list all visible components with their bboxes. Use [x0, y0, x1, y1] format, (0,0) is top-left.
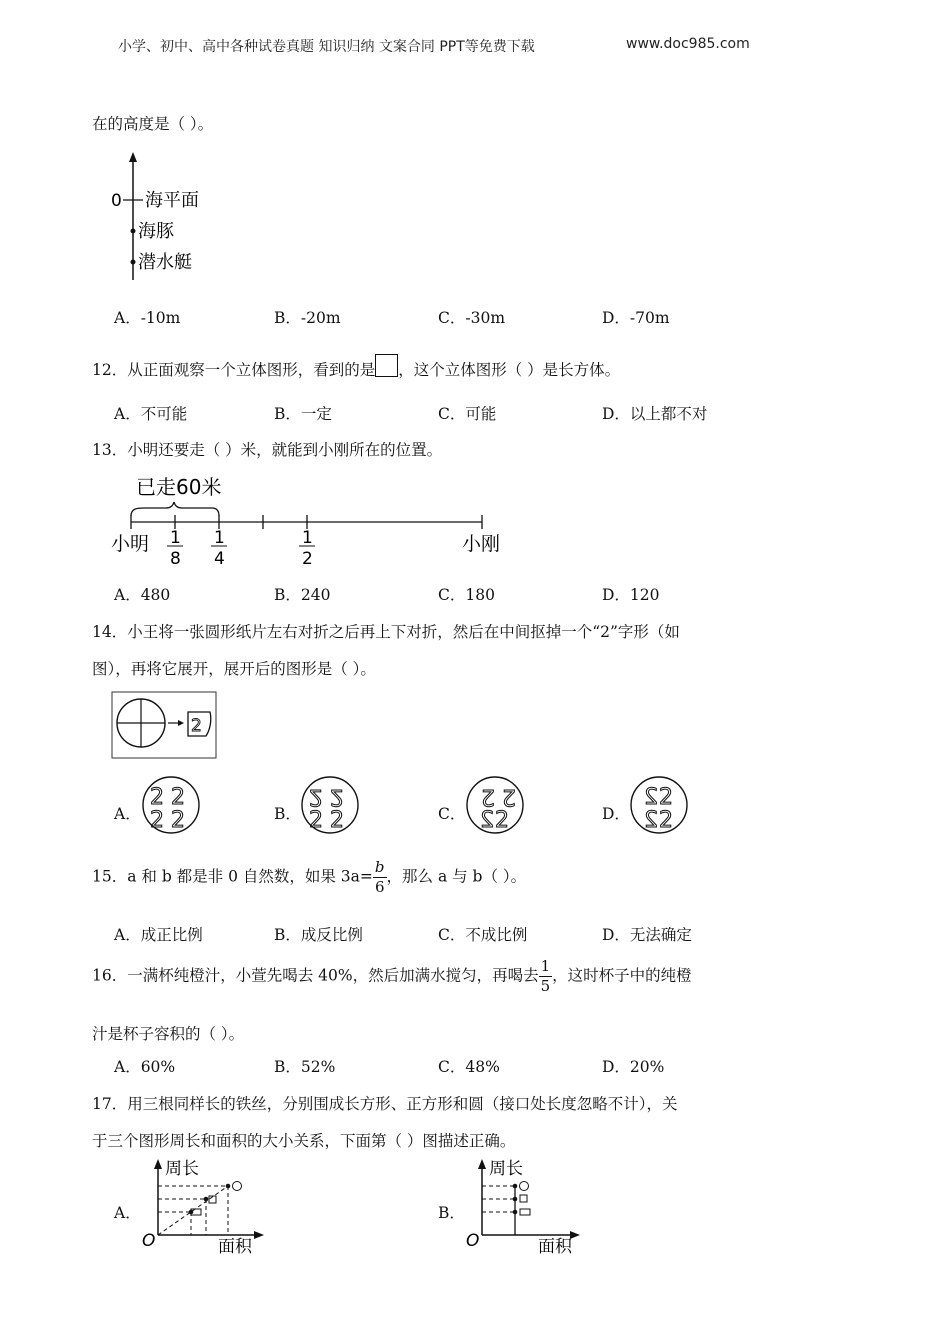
svg-text:2: 2: [644, 808, 658, 833]
header-url: www.doc985.com: [626, 36, 750, 52]
svg-text:2: 2: [171, 808, 185, 833]
q14-option-a-label[interactable]: A．: [114, 805, 141, 823]
svg-text:2: 2: [495, 808, 509, 833]
q16-stem: [92, 959, 692, 994]
q16-option-c[interactable]: C．48%: [438, 1058, 500, 1076]
svg-text:2: 2: [480, 808, 494, 833]
frac-1-4-den: 4: [214, 549, 225, 569]
q16-fraction: [539, 959, 553, 994]
q14-option-d-figure[interactable]: [628, 775, 692, 835]
q15-stem-a: 15．a 和 b 都是非 0 自然数，如果 3a=: [92, 867, 373, 886]
xiaogang-label: 小刚: [462, 533, 501, 555]
q13-option-a[interactable]: A．480: [114, 586, 171, 604]
q15-option-d[interactable]: D．无法确定: [602, 926, 692, 944]
frac-1-8-den: 8: [170, 549, 181, 569]
svg-text:2: 2: [330, 784, 344, 809]
q15-option-c[interactable]: C．不成比例: [438, 926, 528, 944]
q14-option-c-figure[interactable]: [464, 775, 528, 835]
q14-option-b-figure[interactable]: [299, 775, 363, 835]
q12-option-d[interactable]: D．以上都不对: [602, 405, 708, 423]
q11-sea-level-figure: [108, 150, 228, 285]
q16-stem-a: 16．一满杯纯橙汁，小萱先喝去 40%，然后加满水搅匀，再喝去: [92, 966, 539, 985]
svg-text:2: 2: [309, 784, 323, 809]
q12-option-b[interactable]: B．一定: [274, 405, 332, 423]
origin-label: O: [142, 1231, 156, 1251]
q13-option-b[interactable]: B．240: [274, 586, 331, 604]
svg-text:2: 2: [150, 808, 164, 833]
q13-stem: 13．小明还要走（ ）米，就能到小刚所在的位置。: [92, 441, 443, 459]
svg-text:2: 2: [481, 784, 495, 809]
q17-stem-line1: 17．用三根同样长的铁丝，分别围成长方形、正方形和圆（接口处长度忽略不计），关: [92, 1095, 678, 1113]
q15-frac-den: 6: [374, 878, 385, 896]
q17-option-b-label[interactable]: B．: [438, 1204, 465, 1222]
q12-stem: [92, 354, 620, 380]
q13-option-d[interactable]: D．120: [602, 586, 660, 604]
q15-fraction: [373, 860, 387, 895]
q17-stem-line2: 于三个图形周长和面积的大小关系，下面第（ ）图描述正确。: [92, 1132, 516, 1150]
q11-option-b[interactable]: B．-20m: [274, 309, 341, 327]
origin-label-b: O: [466, 1231, 480, 1251]
zero-label: 0: [111, 191, 122, 211]
q16-stem-line2: 汁是杯子容积的（ ）。: [92, 1025, 245, 1043]
q16-frac-den: 5: [540, 977, 551, 995]
q14-option-b-label[interactable]: B．: [274, 805, 301, 823]
q12-option-c[interactable]: C．可能: [438, 405, 497, 423]
sea-level-label: 海平面: [145, 190, 199, 211]
frac-1-2-num: 1: [302, 528, 313, 548]
q11-stem-tail: 在的高度是（ ）。: [92, 115, 214, 133]
q12-option-a[interactable]: A．不可能: [114, 405, 188, 423]
q16-stem-b: ，这时杯子中的纯橙: [552, 966, 692, 985]
svg-text:2: 2: [659, 785, 673, 810]
q17-option-a-label[interactable]: A．: [114, 1204, 141, 1222]
q16-option-d[interactable]: D．20%: [602, 1058, 665, 1076]
svg-text:2: 2: [309, 808, 323, 833]
q11-option-d[interactable]: D．-70m: [602, 309, 670, 327]
circle-marker-icon: [233, 1182, 242, 1191]
brace-label: 已走60米: [136, 475, 222, 499]
axis-y-label-b: 周长: [489, 1159, 523, 1179]
q14-stem-line1: 14．小王将一张圆形纸片左右对折之后再上下对折，然后在中间抠掉一个“2”字形（如: [92, 623, 680, 641]
square-view-icon: [375, 354, 398, 377]
header-ad-text: 小学、初中、高中各种试卷真题 知识归纳 文案合同 PPT等免费下载: [118, 39, 535, 55]
svg-text:2: 2: [659, 808, 673, 833]
q17-option-b-graph[interactable]: [462, 1155, 602, 1260]
frac-1-2-den: 2: [302, 549, 313, 569]
q16-option-b[interactable]: B．52%: [274, 1058, 336, 1076]
q11-option-c[interactable]: C．-30m: [438, 309, 506, 327]
q14-option-a-figure[interactable]: [140, 775, 204, 835]
q16-option-a[interactable]: A．60%: [114, 1058, 176, 1076]
q15-stem-b: ，那么 a 与 b（ ）。: [386, 867, 527, 886]
q12-stem-a: 12．从正面观察一个立体图形，看到的是: [92, 361, 376, 379]
square-marker-icon-b: [520, 1195, 527, 1202]
q15-stem: [92, 860, 526, 895]
q11-option-a[interactable]: A．-10m: [114, 309, 181, 327]
frac-1-8-num: 1: [170, 528, 181, 548]
rectangle-marker-icon-b: [520, 1209, 530, 1215]
axis-x-label: 面积: [218, 1237, 252, 1257]
q17-option-a-graph[interactable]: [138, 1155, 278, 1260]
q14-option-d-label[interactable]: D．: [602, 805, 630, 823]
svg-text:2: 2: [502, 784, 516, 809]
q12-stem-b: ，这个立体图形（ ）是长方体。: [398, 361, 621, 379]
q15-option-a[interactable]: A．成正比例: [114, 926, 203, 944]
q14-option-c-label[interactable]: C．: [438, 805, 466, 823]
xiaoming-label: 小明: [111, 533, 150, 555]
submarine-label: 潜水艇: [138, 252, 192, 273]
q15-option-b[interactable]: B．成反比例: [274, 926, 363, 944]
axis-x-label-b: 面积: [538, 1237, 572, 1257]
axis-y-label: 周长: [165, 1159, 199, 1179]
svg-text:2: 2: [150, 785, 164, 810]
circle-marker-icon-b: [520, 1182, 529, 1191]
q14-fold-figure: [110, 690, 220, 760]
q14-stem-line2: 图），再将它展开，展开后的图形是（ ）。: [92, 660, 376, 678]
q13-distance-figure: [108, 472, 518, 572]
q13-option-c[interactable]: C．180: [438, 586, 495, 604]
dolphin-label: 海豚: [138, 221, 174, 242]
svg-text:2: 2: [330, 808, 344, 833]
q15-frac-num: b: [374, 858, 385, 876]
q16-frac-num: 1: [540, 957, 551, 975]
frac-1-4-num: 1: [214, 528, 225, 548]
cut-two-glyph: 2: [191, 716, 202, 736]
svg-text:2: 2: [171, 785, 185, 810]
svg-text:2: 2: [644, 785, 658, 810]
